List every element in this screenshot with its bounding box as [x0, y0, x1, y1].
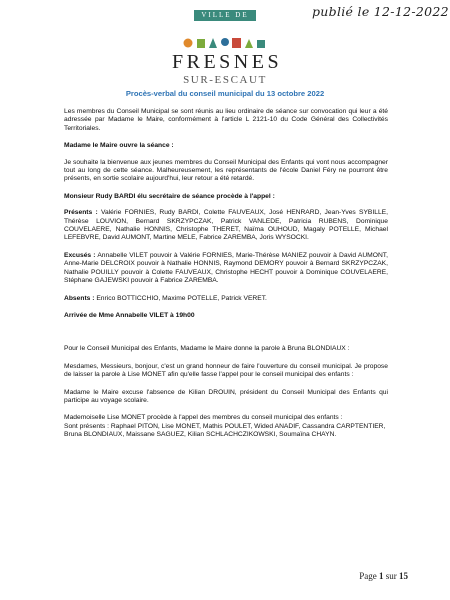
opening-heading: Madame le Maire ouvre la séance : — [64, 142, 174, 150]
present-label: Présents : — [64, 209, 98, 217]
absent-members-list: Enrico BOTTICCHIO, Maxime POTELLE, Patrick VERET. — [94, 294, 267, 302]
excused-label: Excusés : — [64, 251, 96, 259]
secretary-heading: Monsieur Rudy BARDI élu secrétaire de séance procède à l'appel : — [64, 192, 275, 200]
intro-paragraph: Les membres du Conseil Municipal se sont réunis au lieu ordinaire de séance sur convocation qui leur a été adressée par Madame le Maire, conformément à l'article L 2121-10 du Code Général des Collectivités Territoriales. — [64, 108, 388, 132]
excused-members-list: Annabelle VILET pouvoir à Valérie FORNIES, Marie-Thérèse MANIEZ pouvoir à David AUMONT, Anne-Marie DELCROIX pouvoir à Nathalie HONNIS, Raymond DEMORY pouvoir à Bernard SKRZYPCZAK, Nathalie POUILLY pouvoir à Colette FAUVEAUX, Christophe HECHT pouvoir à Dominique COUVELAERE, Stéphane GAJEWSKI pouvoir à Fabrice ZAREMBA. — [64, 251, 388, 285]
logo-banner: VILLE DE — [194, 10, 256, 21]
logo-pictograms-icon — [182, 34, 268, 50]
absent-label: Absents : — [64, 294, 95, 302]
children-present-list: Sont présents : Raphael PITON, Lise MONET, Mathis POULET, Wided ANADIF, Cassandra CARPTENTIER, Bruna BLONDIAUX, Maissane SAGUEZ, Kilian SCHLACHCZIKOWSKI, Soumaïna CHAYN. — [64, 422, 386, 439]
page-of-word: sur — [385, 571, 397, 581]
apology-paragraph: Madame le Maire excuse l'absence de Kilian DROUIN, président du Conseil Municipal des Enfants qui participe au voyage scolaire. — [64, 388, 388, 404]
page-total: 15 — [399, 571, 408, 581]
excused-members-paragraph — [64, 252, 388, 286]
greeting-paragraph: Mesdames, Messieurs, bonjour, c'est un grand honneur de faire l'ouverture du conseil municipal. Je propose de laisser la parole à Lise MONET afin qu'elle fasse l'appel pour le conseil municipal des enfants : — [64, 362, 388, 379]
page-number: 1 — [379, 571, 384, 581]
arrival-note: Arrivée de Mme Annabelle VILET à 19h00 — [64, 311, 195, 319]
page-word: Page — [359, 571, 377, 581]
handwritten-publication-note: publié le 12-12-2022 — [312, 4, 449, 19]
document-title: Procès-verbal du conseil municipal du 13 octobre 2022 — [125, 89, 325, 98]
children-call-heading: Mademoiselle Lise MONET procède à l'appel des membres du conseil municipal des enfants : — [64, 414, 343, 422]
opening-paragraph: Je souhaite la bienvenue aux jeunes membres du Conseil Municipal des Enfants qui vont nous accompagner tout au long de cette séance. Malheureusement, les représentants de l'école Daniel Féry ne pourront être présents, en sortie scolaire aujourd'hui, leur retour a été retardé. — [64, 158, 388, 183]
logo-city-subname: SUR-ESCAUT — [183, 74, 267, 86]
children-council-intro: Pour le Conseil Municipal des Enfants, Madame le Maire donne la parole à Bruna BLONDIAUX : — [64, 345, 350, 353]
document-body — [64, 108, 388, 440]
present-members-paragraph — [64, 209, 388, 243]
present-members-list: Valérie FORNIES, Rudy BARDI, Colette FAUVEAUX, José HENRARD, Jean-Yves SYBILLE, Thérèse LOUVION, Bernard SKRZYPCZAK, Patrick VANLEDE, Patricia RUBENS, Dominique COUVELAERE, Nathalie HONNIS, Christophe THERET, Naïma OUHOUD, Magaly POTELLE, Michael LEFEBVRE, David AUMONT, Martine MELE, Fabrice ZAREMBA, Joris WYSOCKI. — [64, 209, 389, 242]
page-footer — [359, 571, 408, 581]
absent-members-paragraph — [64, 295, 388, 303]
city-logo — [172, 10, 283, 86]
logo-city-name: FRESNES — [172, 51, 283, 73]
